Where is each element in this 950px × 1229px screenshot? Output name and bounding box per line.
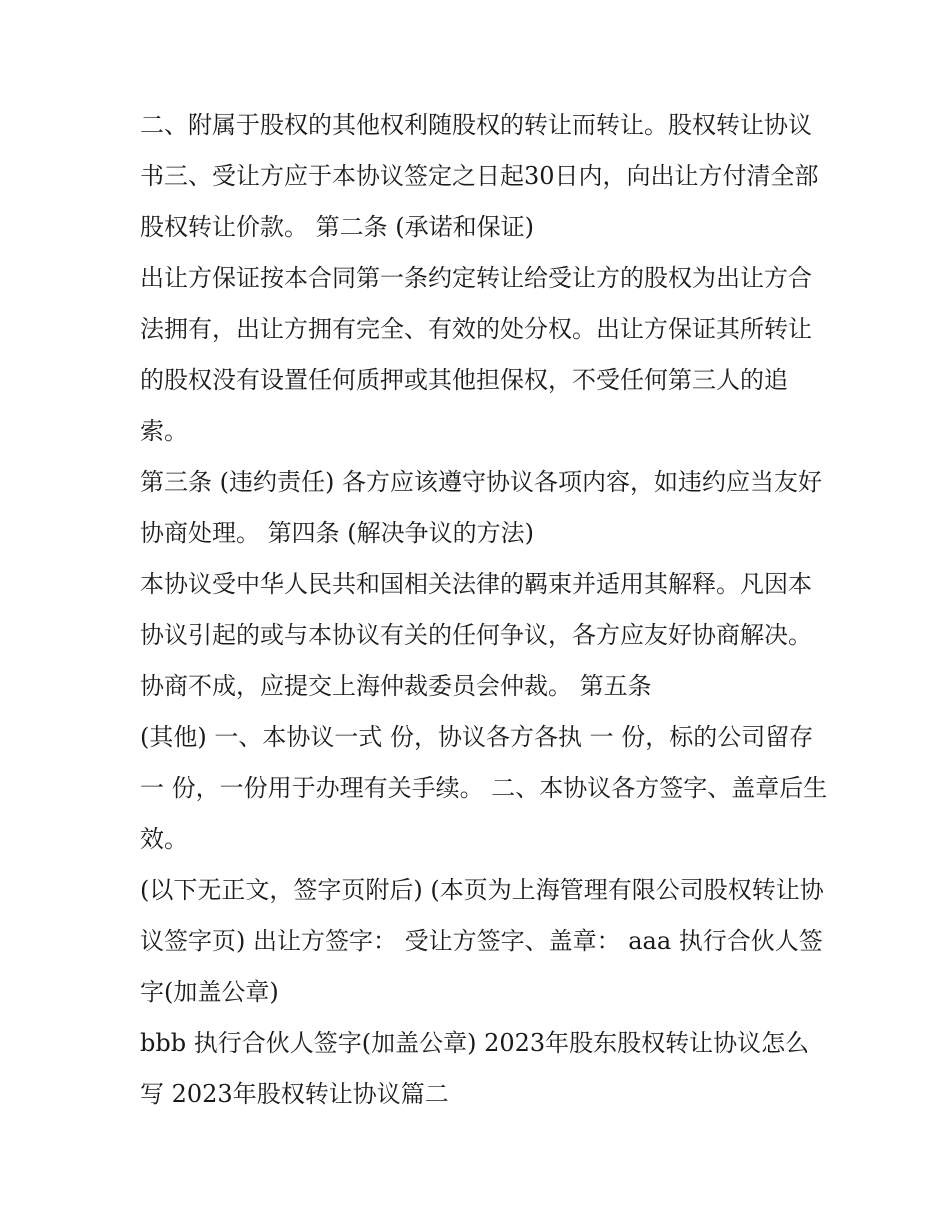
paragraph-second-agreement-title: bbb 执行合伙人签字(加盖公章) 2023年股东股权转让协议怎么写 2023年股权转让协议篇二 (140, 1029, 810, 1108)
paragraph-equity-transfer-payment: 二、附属于股权的其他权利随股权的转让而转让。股权转让协议书三、受让方应于本协议签定之日起30日内，向出让方付清全部股权转让价款。 第二条 (承诺和保证) (140, 111, 819, 241)
paragraph-breach-liability: 第三条 (违约责任) 各方应该遵守协议各项内容，如违约应当友好协商处理。 第四条 (解决争议的方法) (140, 468, 822, 547)
paragraph-other-terms: (其他) 一、本协议一式 份，协议各方各执 一 份，标的公司留存 一 份，一份用于办理有关手续。 二、本协议各方签字、盖章后生效。 (140, 723, 828, 853)
paragraph-signature-page: (以下无正文，签字页附后) (本页为上海管理有限公司股权转让协议签字页) 出让方签字： 受让方签字、盖章： aaa 执行合伙人签字(加盖公章) (140, 876, 824, 1006)
paragraph-dispute-resolution: 本协议受中华人民共和国相关法律的羁束并适用其解释。凡因本协议引起的或与本协议有关的任何争议，各方应友好协商解决。协商不成，应提交上海仲裁委员会仲裁。 第五条 (140, 570, 812, 700)
paragraph-transferor-guarantee: 出让方保证按本合同第一条约定转让给受让方的股权为出让方合法拥有，出让方拥有完全、有效的处分权。出让方保证其所转让的股权没有设置任何质押或其他担保权，不受任何第三人的追索。 (140, 264, 812, 445)
document-body (140, 100, 830, 1120)
